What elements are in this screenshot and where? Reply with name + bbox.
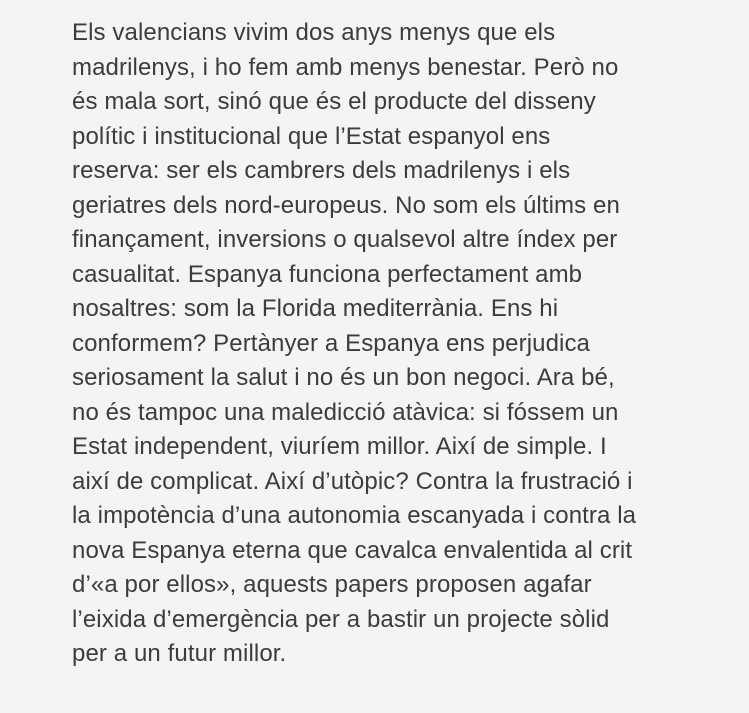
text-line-8: casualitat. Espanya funciona perfectament amb xyxy=(72,260,583,288)
text-line-13: Estat independent, viuríem millor. Així de simple. I xyxy=(72,433,607,460)
text-line-14: així de complicat. Així d’utòpic? Contra la frustració i xyxy=(72,467,633,495)
text-line-1: Els valencians vivim dos anys menys que els xyxy=(72,19,556,46)
text-line-7: finançament, inversions o qualsevol altre índex per xyxy=(72,226,618,253)
body-paragraph xyxy=(72,16,732,672)
text-line-3: és mala sort, sinó que és el producte del disseny xyxy=(72,88,596,115)
text-line-4: polític i institucional que l’Estat espanyol ens xyxy=(72,122,551,150)
text-line-18: l’eixida d’emergència per a bastir un projecte sòlid xyxy=(72,605,610,633)
text-line-12: no és tampoc una maledicció atàvica: si fóssem un xyxy=(72,398,619,426)
text-line-2: madrilenys, i ho fem amb menys benestar. Però no xyxy=(72,53,619,81)
text-line-17: d’«a por ellos», aquests papers proposen agafar xyxy=(72,571,592,598)
text-line-9: nosaltres: som la Florida mediterrània. Ens hi xyxy=(72,295,559,322)
text-line-6: geriatres dels nord-europeus. No som els últims en xyxy=(72,191,620,219)
text-line-11: seriosament la salut i no és un bon negoci. Ara bé, xyxy=(72,364,615,391)
text-line-19: per a un futur millor. xyxy=(72,640,287,667)
text-line-15: la impotència d’una autonomia escanyada i contra la xyxy=(72,502,637,529)
text-line-5: reserva: ser els cambrers dels madrilenys i els xyxy=(72,157,571,184)
text-line-16: nova Espanya eterna que cavalca envalentida al crit xyxy=(72,536,633,564)
text-line-10: conformem? Pertànyer a Espanya ens perjudica xyxy=(72,329,591,357)
